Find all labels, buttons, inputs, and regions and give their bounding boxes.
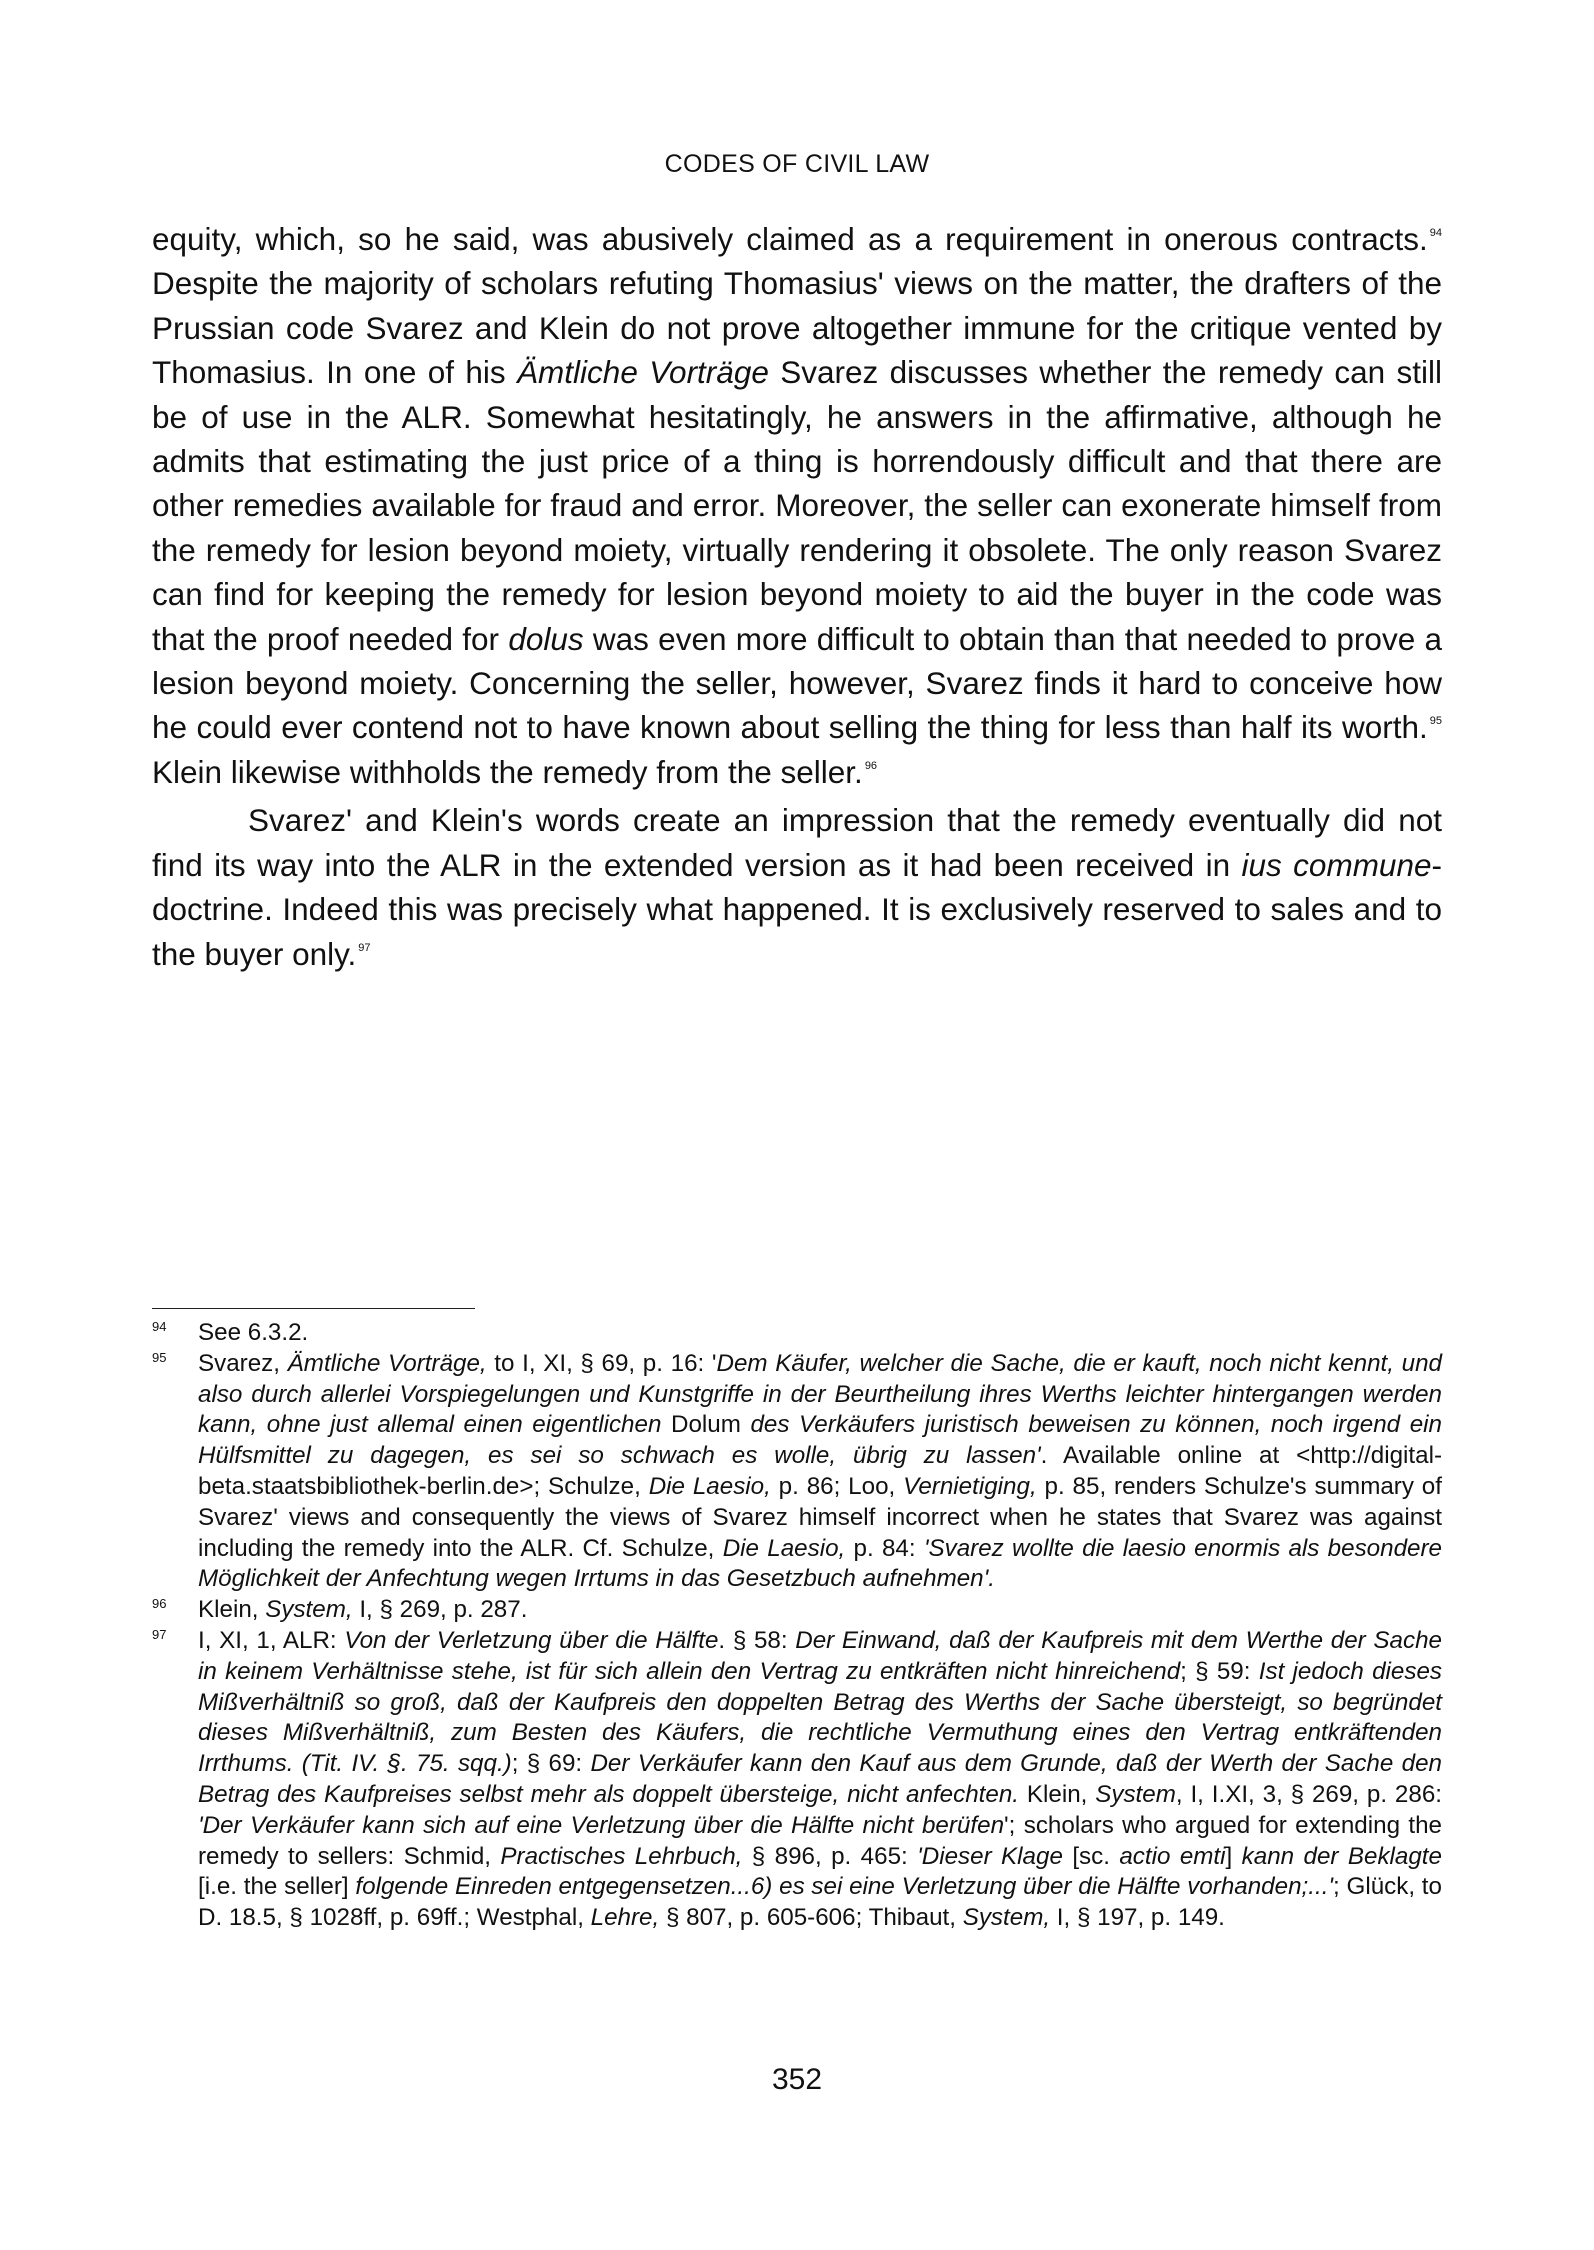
footnote-ref[interactable]: 95: [1429, 715, 1442, 728]
main-text: [152, 217, 1442, 976]
footnote-96: 96 Klein, System, I, § 269, p. 287.: [152, 1595, 1442, 1626]
footnote-divider: [152, 1308, 475, 1309]
footnote-number: 94: [152, 1319, 167, 1334]
footnotes: [152, 1318, 1442, 1934]
page-number: 352: [771, 2063, 823, 2096]
footnote-number: 96: [152, 1596, 167, 1612]
running-header: CODES OF CIVIL LAW: [664, 150, 930, 178]
footnote-95: 95 Svarez, Ämtliche Vorträge, to I, XI, § 69, p. 16: 'Dem Käufer, welcher die Sache, die er kauft, noch nicht kennt, und also durch allerlei Vorspiegelungen und Kunstgriffe in der Beurtheilung ihres Werths leichter hintergangen werden kann, ohne just allemal einen eigentlichen Dolum des Verkäufers juristisch beweisen zu können, noch irgend ein Hülfsmittel zu dagegen, es sei so schwach es wolle, übrig zu lassen'. Available online at <http://digital-beta.staatsbibliothek-berlin.de>; Schulze, Die Laesio, p. 86; Loo, Vernietiging, p. 85, renders Schulze's summary of Svarez' views and consequently the views of Svarez himself incorrect when he states that Svarez was against including the remedy into the ALR. Cf. Schulze, Die Laesio, p. 84: 'Svarez wollte die laesio enormis als besondere Möglichkeit der Anfechtung wegen Irrtums in das Gesetzbuch aufnehmen'.: [152, 1349, 1442, 1595]
footnote-ref[interactable]: 96: [864, 759, 878, 772]
footnote-94: 94 See 6.3.2.: [152, 1318, 1442, 1349]
footnote-number: 95: [152, 1349, 167, 1365]
footnote-97: 97 I, XI, 1, ALR: Von der Verletzung über die Hälfte. § 58: Der Einwand, daß der Kaufpreis mit dem Werthe der Sache in keinem Verhältnisse stehe, ist für sich allein den Vertrag zu entkräften nicht hinreichend; § 59: Ist jedoch dieses Mißverhältniß so groß, daß der Kaufpreis den doppelten Betrag des Werths der Sache übersteigt, so begründet dieses Mißverhältniß, zum Besten des Käufers, die rechtliche Vermuthung eines den Vertrag entkräftenden Irrthums. (Tit. IV. §. 75. sqq.); § 69: Der Verkäufer kann den Kauf aus dem Grunde, daß der Werth der Sache den Betrag des Kaufpreises selbst mehr als doppelt übersteige, nicht anfechten. Klein, System, I, I.XI, 3, § 269, p. 286: 'Der Verkäufer kann sich auf eine Verletzung über die Hälfte nicht berüfen'; scholars who argued for extending the remedy to sellers: Schmid, Practisches Lehrbuch, § 896, p. 465: 'Dieser Klage [sc. actio emti] kann der Beklagte [i.e. the seller] folgende Einreden entgegensetzen...6) es sei eine Verletzung über die Hälfte vorhanden;...'; Glück, to D. 18.5, § 1028ff, p. 69ff.; Westphal, Lehre, § 807, p. 605-606; Thibaut, System, I, § 197, p. 149.: [152, 1626, 1442, 1934]
paragraph: equity, which, so he said, was abusively claimed as a requirement in onerous contracts. $^{94}$ Despite the majority of scholars refuting Thomasius' views on the matter, the drafters of the Prussian code Svarez and Klein do not prove altogether immune for the critique vented by Thomasius. In one of his Ämtliche Vorträge Svarez discusses whether the remedy can still be of use in the ALR. Somewhat hesitatingly, he answers in the affirmative, although he admits that estimating the just price of a thing is horrendously difficult and that there are other remedies available for fraud and error. Moreover, the seller can exonerate himself from the remedy for lesion beyond moiety, virtually rendering it obsolete. The only reason Svarez can find for keeping the remedy for lesion beyond moiety to aid the buyer in the code was that the proof needed for dolus was even more difficult to obtain than that needed to prove a lesion beyond moiety. Concerning the seller, however, Svarez finds it hard to conceive how he could ever contend not to have known about selling the thing for less than half its worth. $^{95}$ Klein likewise withholds the remedy from the seller. $^{96}$: [152, 221, 1442, 790]
footnote-number: 97: [152, 1626, 167, 1642]
paragraph: Svarez' and Klein's words create an impression that the remedy eventually did not find its way into the ALR in the extended version as it had been received in ius commune-doctrine. Indeed this was precisely what happened. It is exclusively reserved to sales and to the buyer only. $^{97}$: [152, 802, 1442, 972]
footnote-ref[interactable]: 94: [1429, 227, 1442, 239]
footnote-ref[interactable]: 97: [358, 941, 371, 954]
